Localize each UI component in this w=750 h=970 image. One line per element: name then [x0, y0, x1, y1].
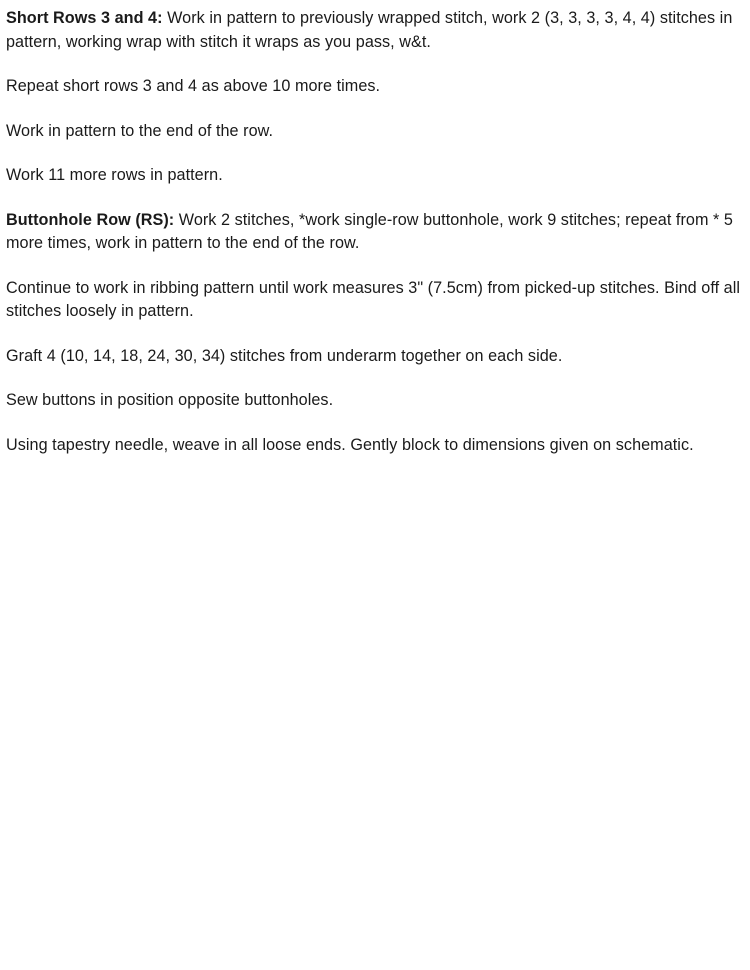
paragraph-text: Using tapestry needle, weave in all loose ends. Gently block to dimensions given on schematic. — [6, 435, 694, 454]
paragraph-buttonhole-row — [6, 209, 746, 256]
document-page — [6, 7, 746, 478]
paragraph-text: Continue to work in ribbing pattern until work measures 3" (7.5cm) from picked-up stitches. Bind off all stitches loosely in pattern. — [6, 278, 741, 320]
paragraph-ribbing — [6, 277, 746, 324]
paragraph-text: Repeat short rows 3 and 4 as above 10 more times. — [6, 77, 381, 95]
paragraph-text: Work 11 more rows in pattern. — [6, 166, 223, 184]
paragraph-text: Graft 4 (10, 14, 18, 24, 30, 34) stitches from underarm together on each side. — [6, 346, 563, 365]
paragraph-work-more-rows — [6, 164, 746, 188]
paragraph-graft — [6, 345, 746, 369]
paragraph-sew-buttons — [6, 389, 746, 413]
paragraph-short-rows — [6, 7, 746, 54]
paragraph-heading: Short Rows 3 and 4: — [6, 9, 163, 27]
paragraph-text: Sew buttons in position opposite buttonholes. — [6, 391, 334, 409]
paragraph-text: Work in pattern to previously wrapped stitch, work 2 (3, 3, 3, 3, 4, 4) stitches in pattern, working wrap with stitch it wraps as you pass, w&t. — [6, 9, 733, 51]
paragraph-text: Work in pattern to the end of the row. — [6, 121, 274, 140]
paragraph-finishing — [6, 434, 746, 458]
paragraph-work-to-end — [6, 120, 746, 144]
paragraph-repeat-short-rows — [6, 75, 746, 99]
paragraph-heading: Buttonhole Row (RS): — [6, 210, 175, 229]
paragraph-text: Work 2 stitches, *work single-row buttonhole, work 9 stitches; repeat from * 5 more times, work in pattern to the end of the row. — [6, 210, 733, 252]
